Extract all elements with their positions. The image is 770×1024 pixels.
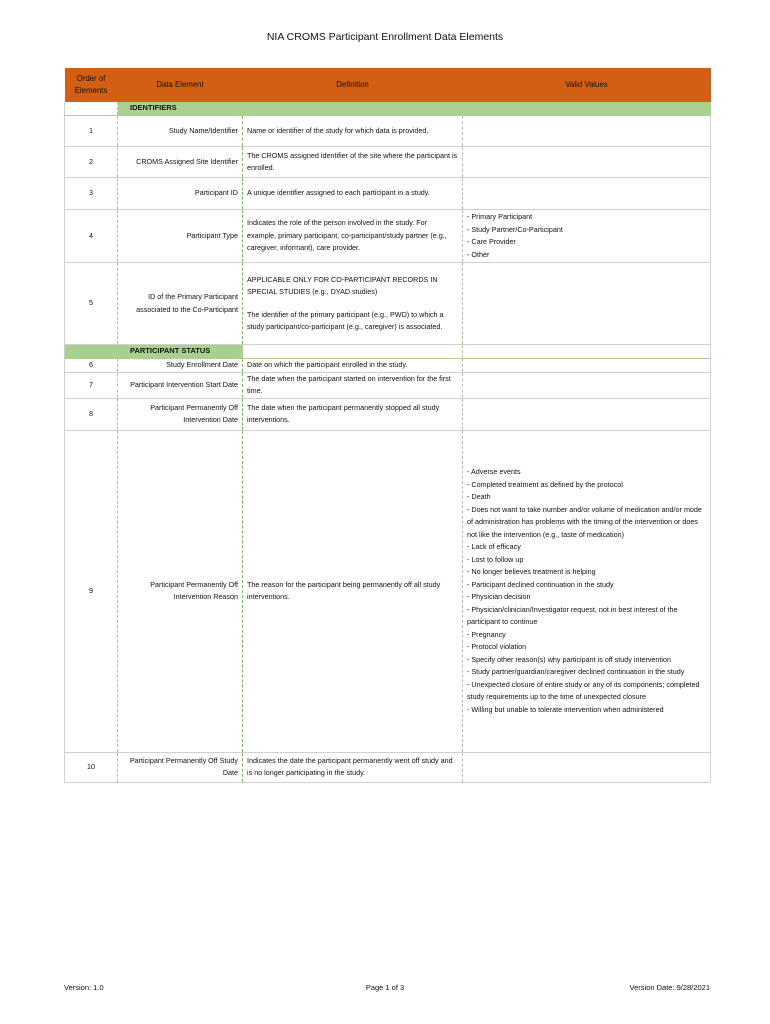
table-row: 8 Participant Permanently Off Intervention Date The date when the participant permanently stopped all study interventions. [65, 398, 711, 430]
header-definition: Definition [243, 68, 463, 102]
valid-values-list: - Adverse events - Completed treatment as defined by the protocol - Death - Does not want to take number and/or volume of medication and/or mode of administration has problems with the timing of the intervention or does not like the intervention (e.g., taste of medication) - Lack of efficacy - Lost to follow up - No longer believes treatment is helping - Participant declined continuation in the study - Physician decision - Physician/clinician/Investigator request, not in best interest of the participant to continue - Pregnancy - Protocol violation - Specify other reason(s) why participant is off study intervention - Study partner/guardian/caregiver declined continuation in the study - Unexpected closure of entire study or any of its components; completed study requirements up to the time of unexpected closure - Willing but unable to tolerate intervention when administered [463, 430, 711, 752]
table-row: 10 Participant Permanently Off Study Date Indicates the date the participant permanently went off study and is no longer participating in the study. [65, 752, 711, 782]
section-status [65, 345, 711, 359]
table-row: 9 Participant Permanently Off Intervention Reason The reason for the participant being permanently off all study interventions. - Adverse events - Completed treatment as defined by the protocol - Death - Does not want to take number and/or volume of medication and/or mode of administration has problems with the timing of the intervention or does not like the intervention (e.g., taste of medication) - Lack of efficacy - Lost to follow up - No longer believes treatment is helping - Participant declined continuation in the study - Physician decision - Physician/clinician/Investigator request, not in best interest of the participant to continue - Pregnancy - Protocol violation - Specify other reason(s) why participant is off study intervention - Study partner/guardian/caregiver declined continuation in the study - Unexpected closure of entire study or any of its components; completed study requirements up to the time of unexpected closure - Willing but unable to tolerate intervention when administered [65, 430, 711, 752]
page-title: NIA CROMS Participant Enrollment Data Elements [266, 31, 504, 43]
section-label: PARTICIPANT STATUS [118, 345, 243, 359]
data-elements-table [64, 68, 711, 783]
valid-values-list: - Primary Participant - Study Partner/Co-Participant - Care Provider - Other [463, 210, 711, 263]
section-label: IDENTIFIERS [118, 102, 711, 116]
table-row: 7 Participant Intervention Start Date The date when the participant started on intervention for the first time. [65, 372, 711, 398]
footer-date: Version Date: 9/28/2021 [629, 983, 710, 992]
applicability-note: APPLICABLE ONLY FOR CO-PARTICIPANT RECORDS IN SPECIAL STUDIES (e.g., DYAD studies) [247, 274, 438, 296]
table-row: 6 Study Enrollment Date Date on which the participant enrolled in the study. [65, 359, 711, 373]
table-row: 5 ID of the Primary Participant associated to the Co-Participant APPLICABLE ONLY FOR CO-PARTICIPANT RECORDS IN SPECIAL STUDIES (e.g., DYAD studies) The identifier of the primary participant (e.g., PWD) to which a study participant/co-participant (e.g., caregiver) is associated. [65, 263, 711, 345]
footer-page: Page 1 of 3 [365, 983, 405, 992]
section-identifiers [65, 102, 711, 116]
header-values: Valid Values [463, 68, 711, 102]
header-order: Order of Elements [65, 68, 118, 102]
table-row: 2 CROMS Assigned Site Identifier The CROMS assigned identifier of the site where the participant is enrolled. [65, 147, 711, 178]
table-header-row [65, 68, 711, 102]
table-row: 3 Participant ID A unique identifier assigned to each participant in a study. [65, 178, 711, 210]
table-row: 1 Study Name/Identifier Name or identifier of the study for which data is provided. [65, 116, 711, 147]
footer-version: Version: 1.0 [64, 983, 104, 992]
table-row: 4 Participant Type Indicates the role of the person involved in the study. For example, primary participant, co-participant/study partner (e.g., caregiver, informant), care provider. - Primary Participant - Study Partner/Co-Participant - Care Provider - Other [65, 210, 711, 263]
header-element: Data Element [118, 68, 243, 102]
